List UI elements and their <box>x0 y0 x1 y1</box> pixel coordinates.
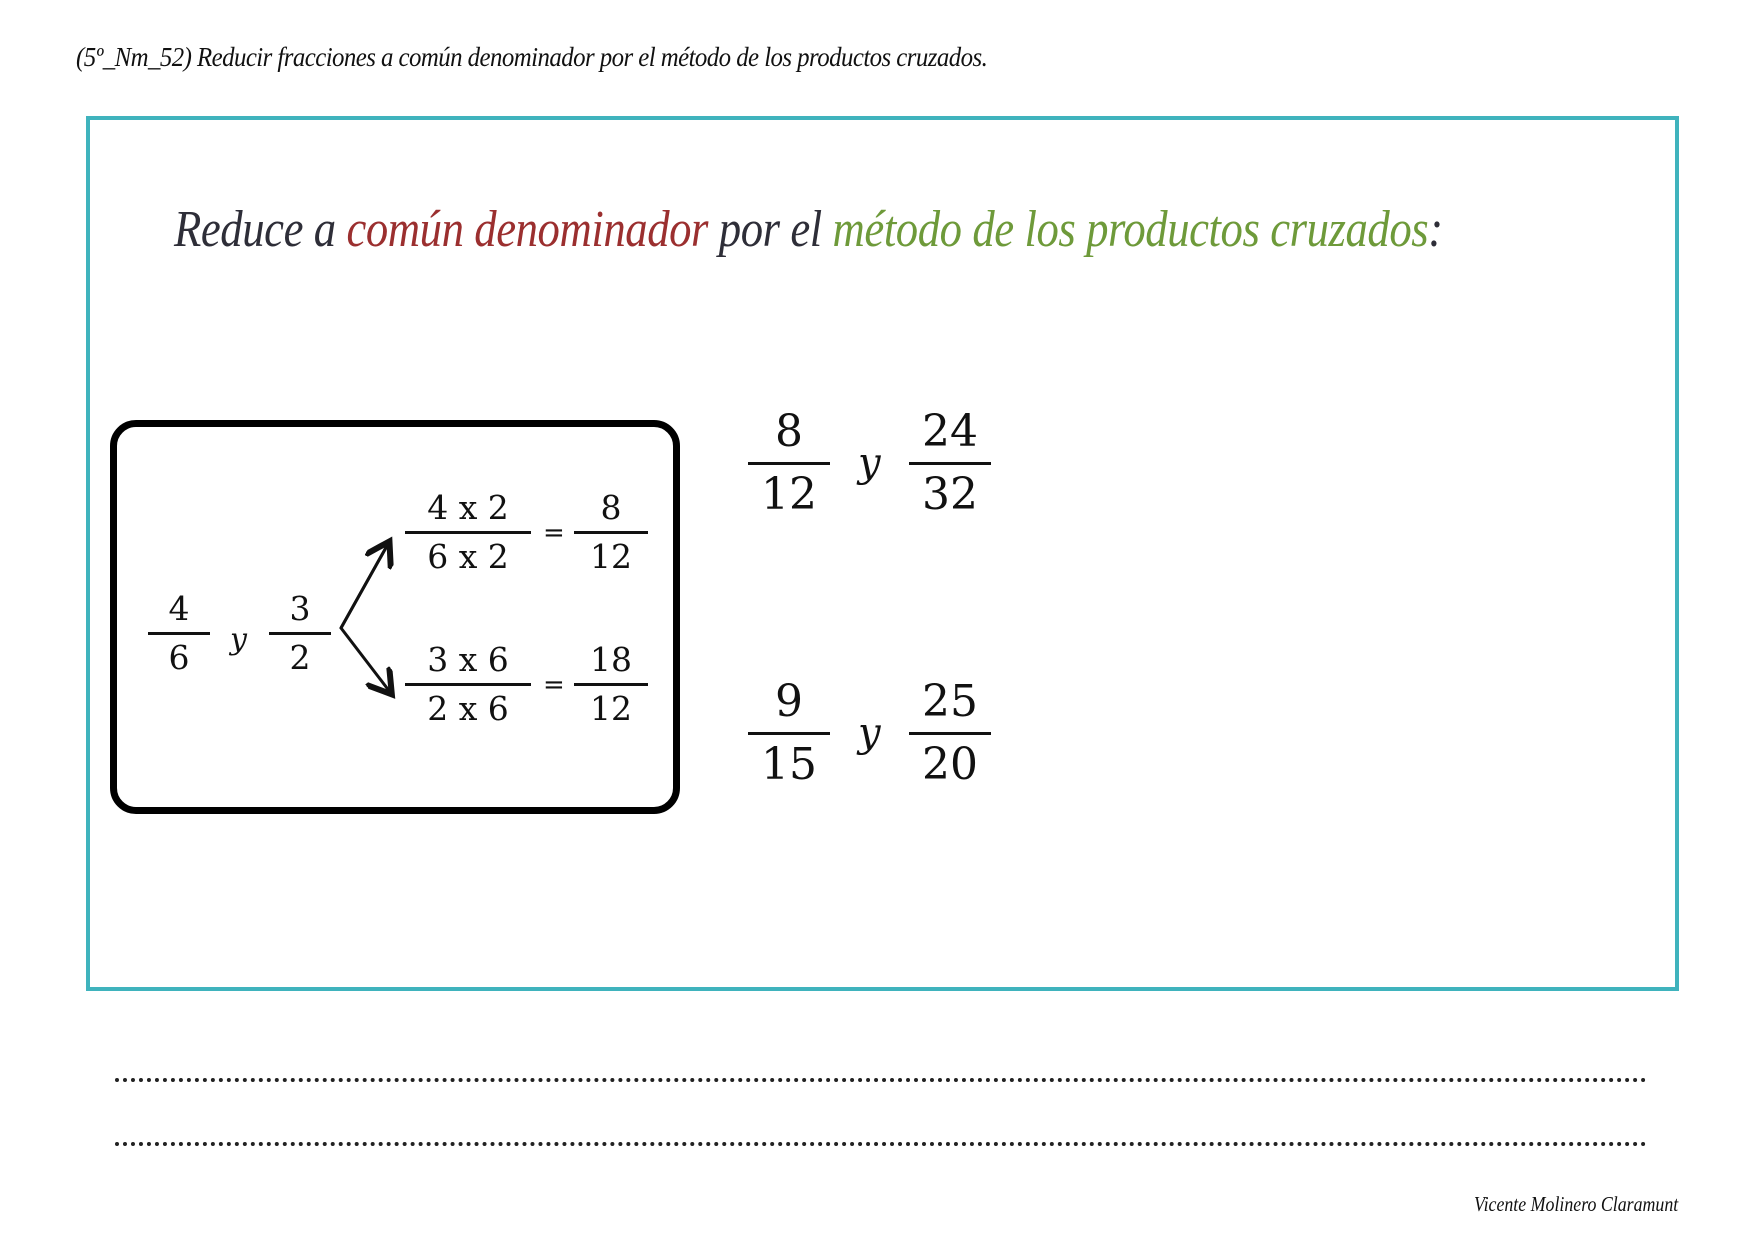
answer-line-1[interactable] <box>115 1078 1647 1082</box>
author-signature: Vicente Molinero Claramunt <box>1474 1192 1679 1216</box>
denominator: 6 <box>168 638 190 677</box>
exercise-1-fraction-a <box>748 406 830 520</box>
equals-sign: = <box>543 670 565 700</box>
exercise-2-conjunction: y <box>858 710 881 756</box>
numerator: 8 <box>600 488 622 527</box>
heading-colon: : <box>1428 201 1443 258</box>
fraction-bar <box>269 632 331 635</box>
denominator: 12 <box>590 689 632 728</box>
numerator: 3 <box>289 589 311 628</box>
denominator: 6 x 2 <box>427 537 509 576</box>
denominator: 12 <box>761 469 817 520</box>
denominator: 2 <box>289 638 311 677</box>
fraction-bar <box>574 531 648 534</box>
numerator: 8 <box>775 406 803 457</box>
numerator: 9 <box>775 676 803 727</box>
example-conjunction: y <box>230 622 247 657</box>
product-fraction-top <box>405 488 531 576</box>
denominator: 15 <box>761 739 817 790</box>
exercise-1-conjunction: y <box>858 440 881 486</box>
numerator: 18 <box>590 640 632 679</box>
fraction-bar <box>405 683 531 686</box>
example-fraction-b <box>269 589 331 677</box>
heading-part-3: por el <box>708 201 833 258</box>
denominator: 2 x 6 <box>427 689 509 728</box>
worksheet-header: (5º_Nm_52) Reducir fracciones a común denominador por el método de los productos cruzados. <box>76 42 988 72</box>
exercise-2-fraction-b <box>909 676 991 790</box>
fraction-bar <box>909 462 991 465</box>
numerator: 24 <box>922 406 978 457</box>
numerator: 4 x 2 <box>427 488 509 527</box>
heading-common-denominator: común denominador <box>346 201 709 258</box>
result-fraction-top <box>574 488 648 576</box>
exercise-1-fraction-b <box>909 406 991 520</box>
fraction-bar <box>405 531 531 534</box>
fraction-bar <box>574 683 648 686</box>
numerator: 25 <box>922 676 978 727</box>
fraction-bar <box>909 732 991 735</box>
fraction-bar <box>148 632 210 635</box>
exercise-2-fraction-a <box>748 676 830 790</box>
result-fraction-bottom <box>574 640 648 728</box>
answer-line-2[interactable] <box>115 1142 1647 1146</box>
denominator: 32 <box>922 469 978 520</box>
numerator: 3 x 6 <box>427 640 509 679</box>
denominator: 20 <box>922 739 978 790</box>
product-fraction-bottom <box>405 640 531 728</box>
example-fraction-a <box>148 589 210 677</box>
fraction-bar <box>748 462 830 465</box>
fraction-bar <box>748 732 830 735</box>
heading-cross-products-method: método de los productos cruzados <box>832 201 1429 258</box>
exercise-heading <box>174 200 1443 259</box>
denominator: 12 <box>590 537 632 576</box>
equals-sign: = <box>543 518 565 548</box>
heading-part-1: Reduce a <box>174 201 347 258</box>
numerator: 4 <box>168 589 190 628</box>
cross-arrows-icon <box>330 530 410 710</box>
